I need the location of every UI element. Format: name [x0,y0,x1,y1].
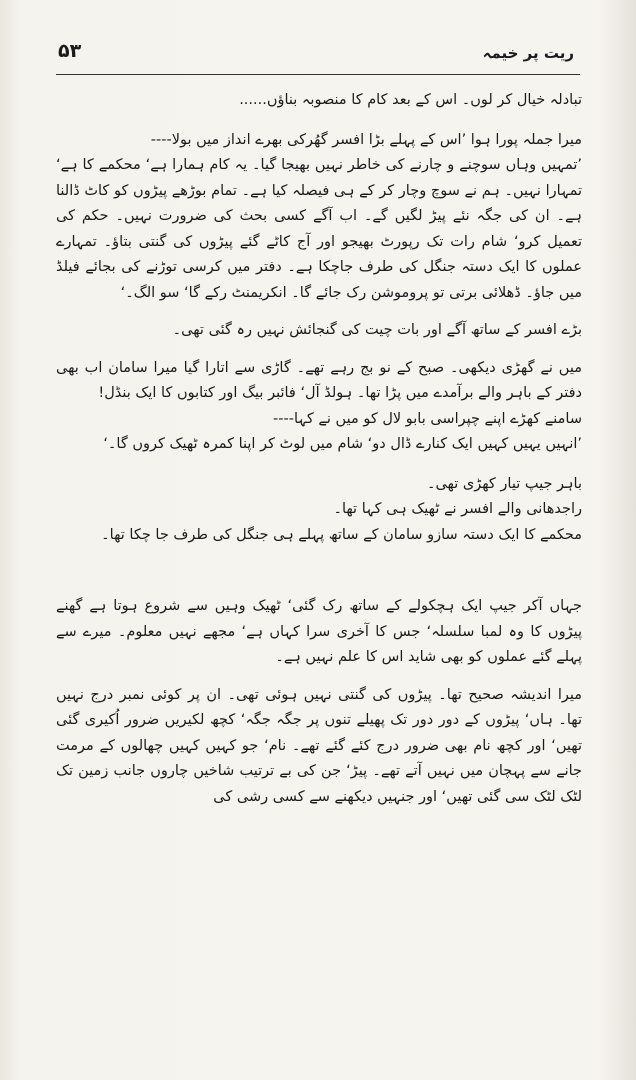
paragraph: باہر جیپ تیار کھڑی تھی۔ [426,475,582,492]
paragraph: میرا جملہ پورا ہوا ’اس کے پہلے بڑا افسر گھُرکی بھرے انداز میں بولا---- [150,131,582,148]
paragraph: محکمے کا ایک دستہ سازو سامان کے ساتھ پہلے ہی جنگل کی طرف جا چکا تھا۔ [101,526,582,543]
page-number: ۵۳ [58,40,82,62]
paragraph: ’تمہیں وہاں سوچنے و چارنے کی خاطر نہیں بھیجا گیا۔ یہ کام ہمارا ہے‘ محکمے کا ہے‘ تمہارا نہیں۔ ہم نے سوچ وچار کر کے ہی فیصلہ کیا ہے۔ تمام بوڑھے پیڑوں کو کاٹ ڈالنا ہے۔ ان کی جگہ نئے پیڑ لگیں گے۔ اب آگے کسی بحث کی ضرورت نہیں۔ حکم کی تعمیل کرو‘ شام رات تک رپورٹ بھیجو اور آج کاٹے گئے پیڑوں کی گنتی بتاؤ۔ تمہارے عملوں کا ایک دستہ جنگل کی طرف جاچکا ہے۔ دفتر میں کرسی توڑنے کی بجائے فیلڈ میں جاؤ۔ ڈھلائی برتی تو پروموشن رک جائے گا۔ انکریمنٹ رکے گا‘ سو الگ۔‘ [56,157,582,301]
paragraph: بڑے افسر کے ساتھ آگے اور بات چیت کی گنجائش نہیں رہ گئی تھی۔ [172,322,582,338]
paragraph: ’انہیں یہیں کہیں ایک کنارے ڈال دو‘ شام میں لوٹ کر اپنا کمرہ ٹھیک کروں گا۔‘ [103,436,582,452]
body-text [56,88,582,810]
paragraph: میں نے گھڑی دیکھی۔ صبح کے نو بج رہے تھے۔ گاڑی سے اتارا گیا میرا سامان اب بھی دفتر کے باہر والے برآمدے میں پڑا تھا۔ ہولڈ آل‘ فائبر بیگ اور کتابوں کا ایک بنڈل! [56,359,582,401]
paragraph: راجدھانی والے افسر نے ٹھیک ہی کہا تھا۔ [333,501,582,517]
running-title: ریت پر خیمہ [482,44,574,62]
header-rule [56,74,580,75]
paragraph: میرا اندیشہ صحیح تھا۔ پیڑوں کی گنتی نہیں ہوئی تھی۔ ان پر کوئی نمبر درج نہیں تھا۔ ہاں‘ پیڑوں کے دور دور تک پھیلے تنوں پر جگہ جگہ‘ کچھ لکیریں ضرور اُکیری گئی تھیں‘ اور کچھ نام بھی ضرور درج کئے گئے تھے۔ نام‘ جو کہیں کہیں چھالوں کے مرمت جانے سے پہچان میں نہیں آتے تھے۔ پیڑ‘ جن کی بے ترتیب شاخیں چاروں جانب زمین تک لٹک لٹک سی گئی تھیں‘ اور جنہیں دیکھنے سے کسی رشی کی [56,686,582,805]
paragraph: سامنے کھڑے اپنے چپراسی بابو لال کو میں نے کہا---- [273,410,582,427]
paragraph: جہاں آکر جیپ ایک ہچکولے کے ساتھ رک گئی‘ ٹھیک وہیں سے شروع ہوتا ہے گھنے پیڑوں کا وہ لمبا سلسلہ‘ جس کا آخری سرا کہاں ہے‘ مجھے نہیں معلوم۔ میرے سے پہلے گئے عملوں کو بھی شاید اس کا علم نہیں ہے۔ [56,598,582,665]
paragraph: تبادلہ خیال کر لوں۔ اس کے بعد کام کا منصوبہ بناؤں...... [239,92,582,108]
